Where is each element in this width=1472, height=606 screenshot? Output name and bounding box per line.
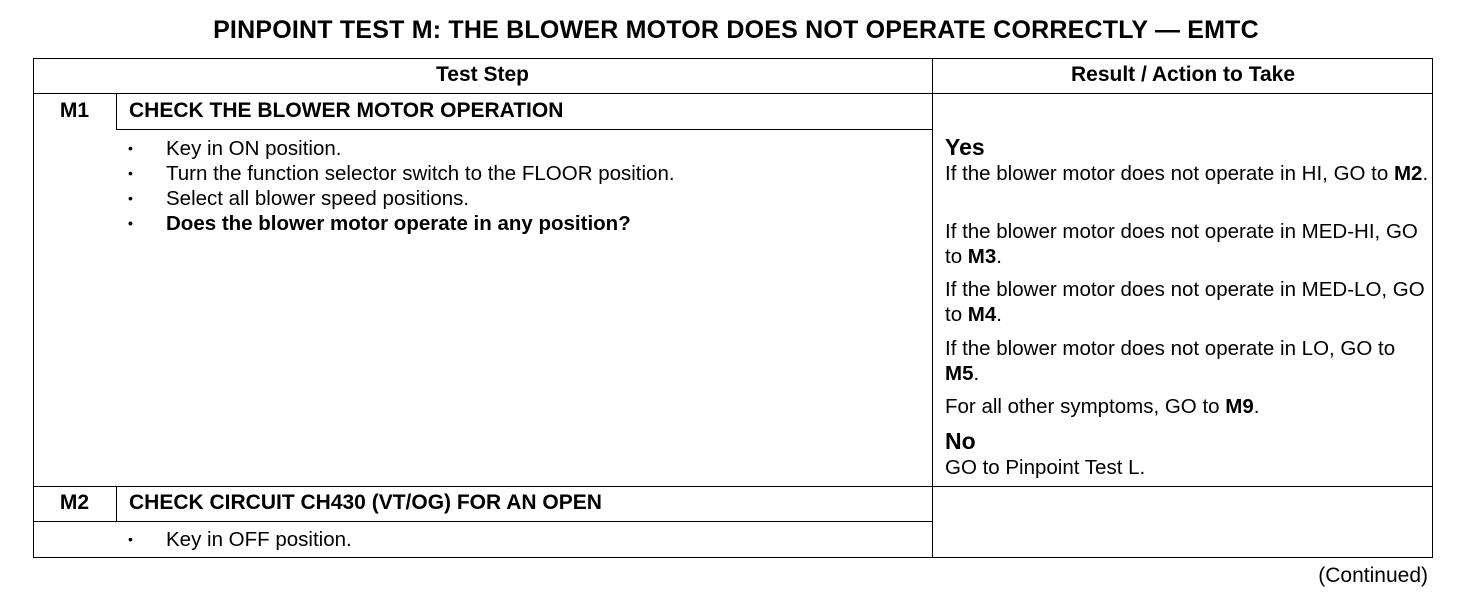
- m1-yes-item: For all other symptoms, GO to M9.: [945, 395, 1260, 418]
- step-title-m2: CHECK CIRCUIT CH430 (VT/OG) FOR AN OPEN: [129, 491, 602, 514]
- m1-yes-item: If the blower motor does not operate in HI, GO to M2.: [945, 162, 1429, 185]
- m1-title-divider: [116, 129, 932, 130]
- m2-bullet-list: [118, 527, 928, 552]
- header-test-step: Test Step: [436, 63, 529, 86]
- m2-title-divider: [33, 521, 932, 522]
- header-divider: [33, 93, 1433, 94]
- step-id-divider-m2: [116, 486, 117, 522]
- list-item: • Turn the function selector switch to the FLOOR position.: [118, 161, 928, 186]
- list-item: • Key in OFF position.: [118, 527, 928, 552]
- list-item: • Select all blower speed positions.: [118, 186, 928, 211]
- m1-yes-item: If the blower motor does not operate in MED-LO, GO to M4.: [945, 278, 1425, 326]
- header-result: Result / Action to Take: [1070, 63, 1296, 86]
- list-item: • Does the blower motor operate in any position?: [118, 211, 928, 236]
- continued-note: (Continued): [1318, 564, 1428, 587]
- list-item: • Key in ON position.: [118, 136, 928, 161]
- m1-no-label: No: [945, 428, 976, 454]
- m1-yes-item: If the blower motor does not operate in LO, GO to M5.: [945, 337, 1396, 385]
- step-id-divider-m1: [116, 93, 117, 130]
- m1-no-text: GO to Pinpoint Test L.: [945, 456, 1146, 479]
- column-divider: [932, 58, 933, 558]
- page-title: PINPOINT TEST M: THE BLOWER MOTOR DOES NOT OPERATE CORRECTLY — EMTC: [213, 16, 1259, 44]
- step-id-m2: M2: [59, 491, 90, 514]
- step-id-m1: M1: [59, 99, 90, 122]
- m2-row-divider: [33, 486, 1433, 487]
- m1-yes-label: Yes: [945, 134, 985, 160]
- m1-bullet-list: [118, 136, 928, 236]
- m1-yes-item: If the blower motor does not operate in MED-HI, GO to M3.: [945, 220, 1418, 268]
- step-title-m1: CHECK THE BLOWER MOTOR OPERATION: [129, 99, 564, 122]
